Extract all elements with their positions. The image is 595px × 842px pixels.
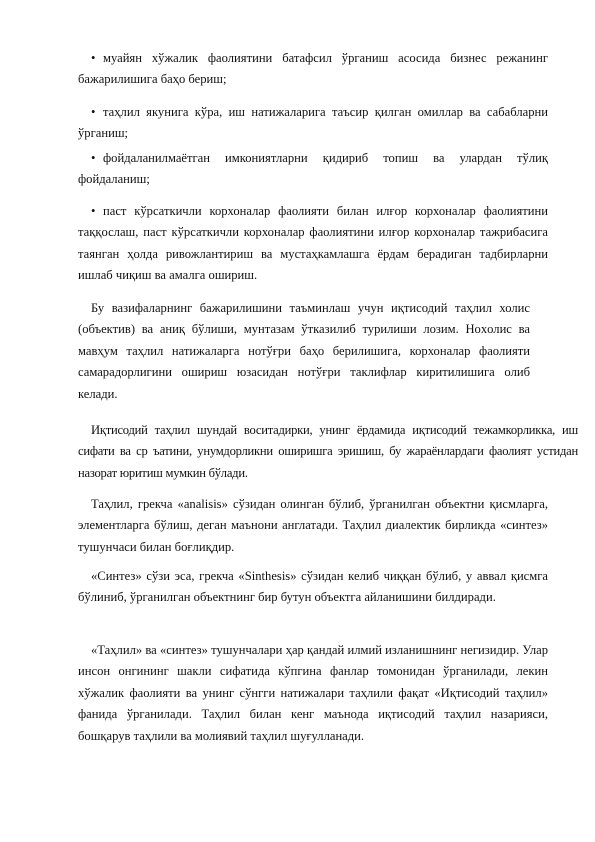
bullet-item-4 [78, 201, 548, 287]
paragraph-synthesis-definition: «Синтез» сўзи эса, грекча «Sinthesis» сўзидан келиб чиққан бўлиб, у аввал қисмга бўлиниб, ўрганилган объектнинг бир бутун объектга айланишини билдиради. [78, 569, 548, 605]
bullet-marker: • [91, 204, 96, 218]
paragraph-economic-analysis: Иқтисодий таҳлил шундай воситадирки, унинг ёрдамида иқтисодий тежамкорликка, иш сифати ва ср ъатини, унумдорликни оширишга эришиш, бу жараёнлардаги фаолият устидан назорат юритиш мумкин бўлади. [78, 423, 578, 480]
bullet-marker: • [91, 151, 96, 165]
paragraph-analysis-definition: Таҳлил, грекча «analisis» сўзидан олинган бўлиб, ўрганилган объектни қисмларга, элементларга бўлиш, деган маънони англатади. Таҳлил диалектик бирликда «синтез» тушунчаси билан боғлиқдир. [78, 497, 548, 554]
bullet-text: муайян хўжалик фаолиятини батафсил ўрганиш асосида бизнес режанинг бажарилишига баҳо бериш; [78, 51, 548, 87]
bullet-item-2 [78, 102, 548, 145]
bullet-text: паст кўрсаткичли корхоналар фаолияти билан илғор корхоналар фаолиятини таққослаш, паст кўрсаткичли корхоналар фаолиятини илғор корхоналар тажрибасига таянган ҳолда ривожлантириш ва мустаҳкамлашга ёрдам берадиган тадбирларни ишлаб чиқиш ва амалга ошириш. [78, 204, 548, 283]
paragraph-tasks-analysis: Бу вазифаларнинг бажарилишини таъминлаш учун иқтисодий таҳлил холис (объектив) ва аниқ бўлиши, мунтазам ўтказилиб турилиши лозим. Ноxолис ва мавҳум таҳлил натижаларга нотўғри баҳо берилишига, корхоналар фаолияти самарадорлигини ошириш юзасидан нотўғри таклифлар киритилишига олиб келади. [78, 301, 530, 401]
bullet-text: таҳлил якунига кўра, иш натижаларига таъсир қилган омиллар ва сабабларни ўрганиш; [78, 105, 548, 141]
paragraph-analysis-synthesis: «Таҳлил» ва «синтез» тушунчалари ҳар қандай илмий изланишнинг негизидир. Улар инсон онгининг шакли сифатида кўпгина фанлар томонидан ўрганилади, лекин хўжалик фаолияти ва унинг сўнгги натижалари таҳлили фақат «Иқтисодий таҳлил» фанида ўрганилади. Таҳлил билан кенг маънода иқтисодий таҳлил назарияси, бошқарув таҳлили ва молиявий таҳлил шуғулланади. [78, 643, 548, 743]
bullet-item-3 [78, 148, 548, 191]
bullet-marker: • [91, 105, 96, 119]
bullet-item-1 [78, 48, 548, 91]
bullet-marker: • [91, 51, 96, 65]
bullet-text: фойдаланилмаётган имкониятларни қидириб топиш ва улардан тўлиқ фойдаланиш; [78, 151, 548, 187]
